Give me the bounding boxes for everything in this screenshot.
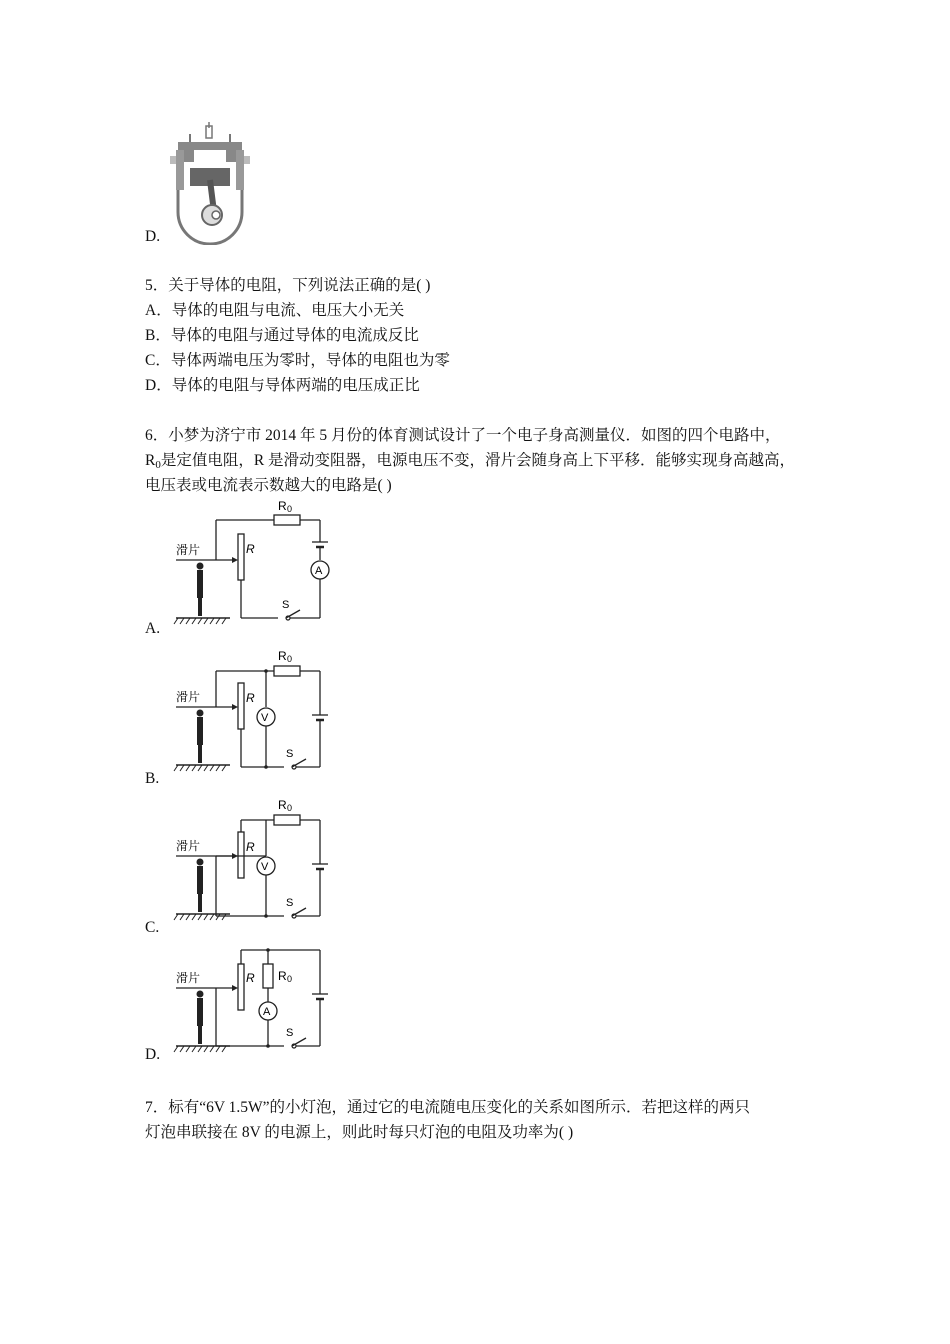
svg-text:S: S <box>282 599 290 611</box>
q5-option-d: D．导体的电阻与导体两端的电压成正比 <box>145 377 420 394</box>
circuit-diagram-c <box>170 794 340 924</box>
q5-option-b: B．导体的电阻与通过导体的电流成反比 <box>145 327 419 344</box>
q6-option-c-label: C. <box>145 919 160 936</box>
q7-stem-line2: 灯泡串联接在 8V 的电源上，则此时每只灯泡的电阻及功率为( ) <box>145 1124 574 1141</box>
circuit-diagram-d <box>170 942 340 1057</box>
svg-text:0: 0 <box>287 803 293 813</box>
q7-stem-line1: 7．标有“6V 1.5W”的小灯泡，通过它的电流随电压变化的关系如图所示．若把这样的两只 <box>145 1099 751 1116</box>
svg-text:滑片: 滑片 <box>176 690 201 704</box>
svg-text:0: 0 <box>287 504 293 514</box>
circuit-diagram-b <box>170 645 340 775</box>
svg-text:滑片: 滑片 <box>176 543 201 557</box>
q5-stem: 5．关于导体的电阻，下列说法正确的是( ) <box>145 277 431 294</box>
svg-text:S: S <box>286 897 294 909</box>
svg-text:R: R <box>278 798 287 812</box>
q6-stem-line3: 电压表或电流表示数越大的电路是( ) <box>145 477 392 494</box>
svg-text:R: R <box>278 649 287 663</box>
svg-text:R: R <box>246 840 255 854</box>
svg-text:V: V <box>261 712 269 724</box>
svg-text:V: V <box>261 861 269 873</box>
svg-text:滑片: 滑片 <box>176 839 201 853</box>
svg-text:R: R <box>246 542 255 556</box>
svg-text:R: R <box>278 969 287 983</box>
circuit-diagram-a <box>170 498 340 628</box>
q5-option-a: A．导体的电阻与电流、电压大小无关 <box>145 302 405 319</box>
svg-text:0: 0 <box>287 974 293 984</box>
svg-text:A: A <box>315 565 323 577</box>
q5-option-c: C．导体两端电压为零时，导体的电阻也为零 <box>145 352 450 369</box>
svg-text:R: R <box>278 499 287 513</box>
engine-cylinder-diagram <box>170 120 250 245</box>
svg-text:S: S <box>286 748 294 760</box>
q6-stem-line1: 6．小梦为济宁市 2014 年 5 月份的体育测试设计了一个电子身高测量仪．如图的四个电路中， <box>145 427 781 444</box>
q6-stem-line2: $R_0$是定值电阻，R 是滑动变阻器，电源电压不变，滑片会随身高上下平移．能够实现身高越高， <box>145 452 796 471</box>
svg-text:0: 0 <box>287 654 293 664</box>
svg-text:S: S <box>286 1027 294 1039</box>
svg-text:R: R <box>246 691 255 705</box>
q6-option-a-label: A. <box>145 620 161 637</box>
q6-option-d-label: D. <box>145 1046 161 1063</box>
q6-option-b-label: B. <box>145 770 160 787</box>
svg-text:R: R <box>246 971 255 985</box>
svg-text:滑片: 滑片 <box>176 971 201 985</box>
q4-option-d-label: D. <box>145 228 161 245</box>
svg-text:A: A <box>263 1006 271 1018</box>
